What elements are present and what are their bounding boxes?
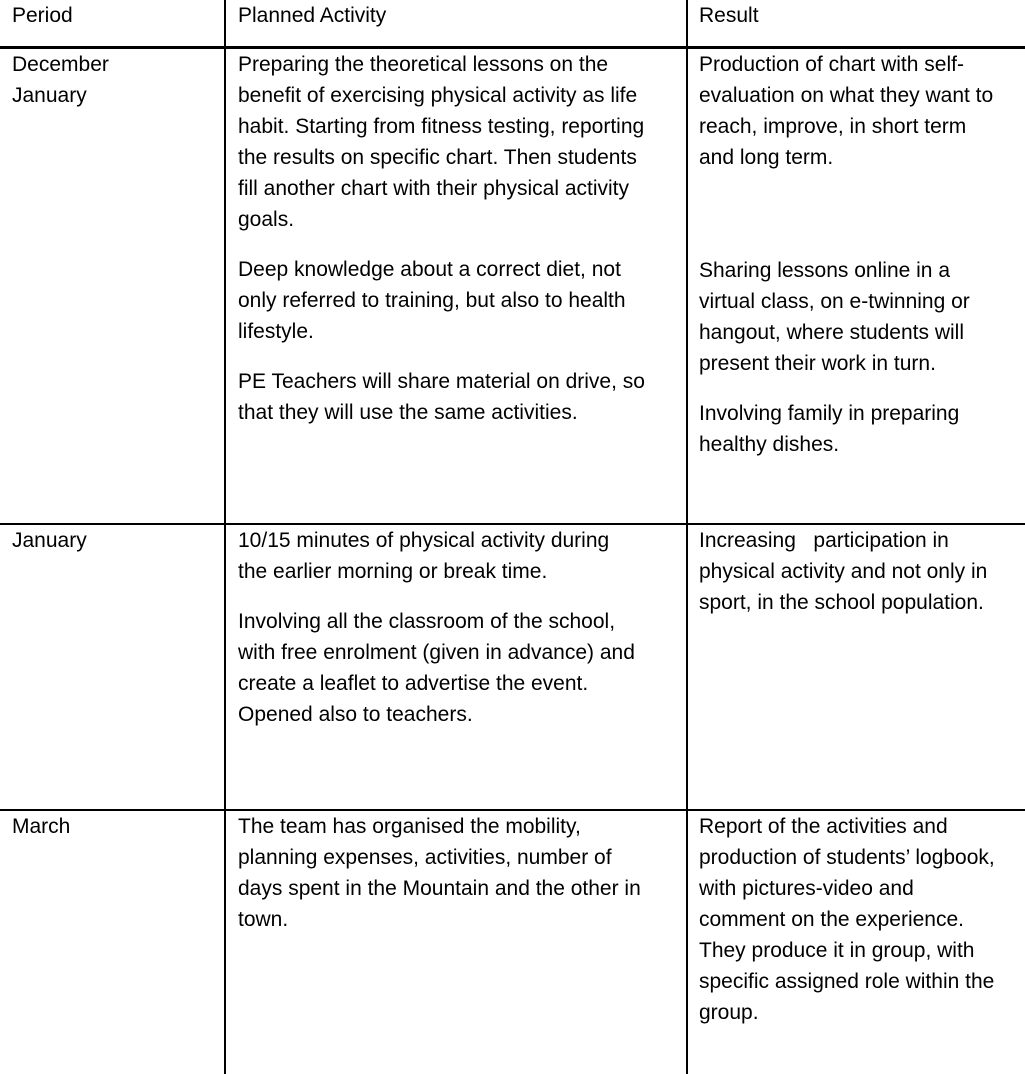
result-paragraph: Production of chart with self-evaluation on what they want to reach, improve, in short term and long term. xyxy=(699,53,994,169)
row-3-result xyxy=(699,811,1021,1028)
header-period: Period xyxy=(12,4,73,27)
header-planned-activity: Planned Activity xyxy=(238,4,387,27)
result-paragraph: Report of the activities and production of students’ logbook, with pictures-video and comment on the experience. They produce it in group, with specific assigned role within the group. xyxy=(699,815,1001,1024)
row-2-result xyxy=(699,525,1021,618)
period-line: December xyxy=(12,53,109,76)
column-divider xyxy=(224,0,226,1074)
row-1-result xyxy=(699,49,1021,460)
column-divider xyxy=(686,0,688,1074)
planned-paragraph: 10/15 minutes of physical activity during the earlier morning or break time. xyxy=(238,529,610,583)
planned-paragraph: PE Teachers will share material on drive, so that they will use the same activities. xyxy=(238,370,645,424)
planned-paragraph: Preparing the theoretical lessons on the benefit of exercising physical activity as life habit. Starting from fitness testing, reporting the results on specific chart. Then students fill another chart with their physical activity goals. xyxy=(238,53,645,231)
header-result: Result xyxy=(699,4,759,27)
result-paragraph: Sharing lessons online in a virtual class, on e-twinning or hangout, where students will present their work in turn. xyxy=(699,259,970,375)
planned-paragraph: The team has organised the mobility, planning expenses, activities, number of days spent in the Mountain and the other in town. xyxy=(238,815,641,931)
planned-paragraph: Involving all the classroom of the school, with free enrolment (given in advance) and create a leaflet to advertise the event. Opened also to teachers. xyxy=(238,610,635,726)
planned-paragraph: Deep knowledge about a correct diet, not only referred to training, but also to health lifestyle. xyxy=(238,258,626,343)
row-3-period xyxy=(12,811,217,842)
row-1-period xyxy=(12,49,217,111)
row-3-planned xyxy=(238,811,678,935)
period-line: January xyxy=(12,84,87,107)
period-line: January xyxy=(12,529,87,552)
row-2-planned xyxy=(238,525,678,730)
row-2-period xyxy=(12,525,217,556)
result-paragraph: Involving family in preparing healthy dishes. xyxy=(699,402,960,456)
result-paragraph: Increasing participation in physical activity and not only in sport, in the school population. xyxy=(699,529,994,614)
period-line: March xyxy=(12,815,71,838)
row-1-planned xyxy=(238,49,678,428)
